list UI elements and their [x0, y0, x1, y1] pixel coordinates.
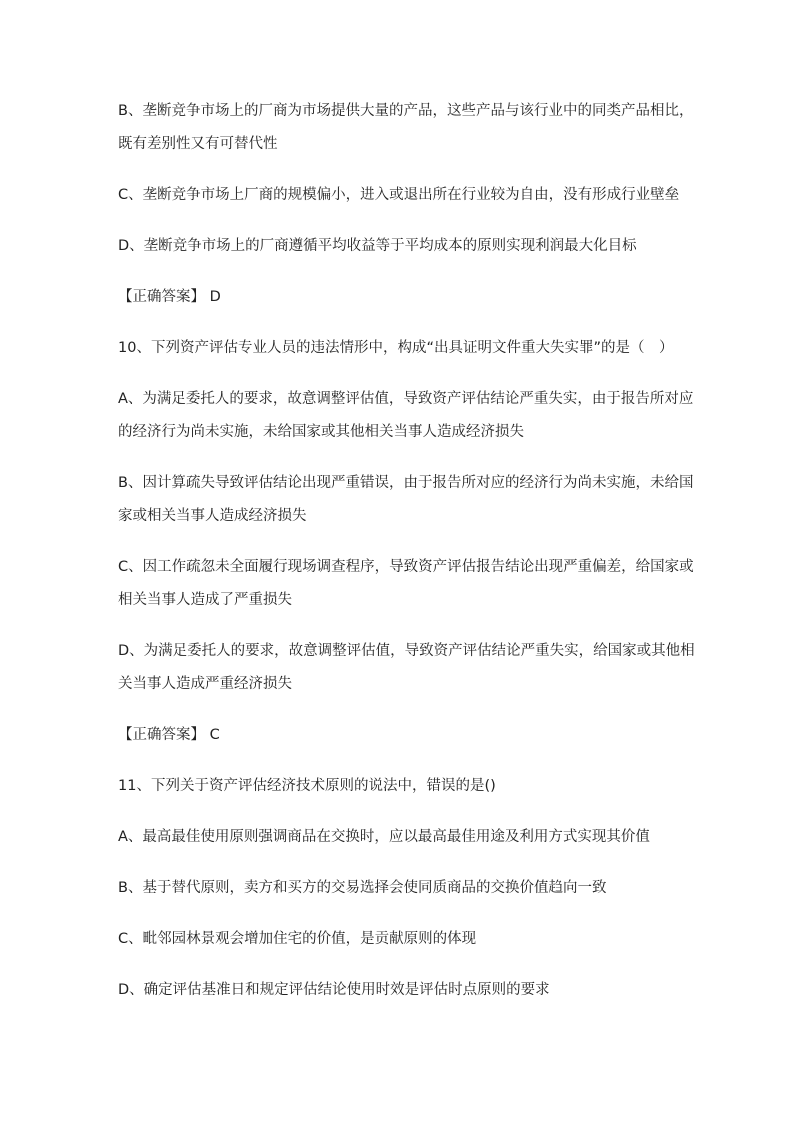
q9-answer: 【正确答案】 D — [118, 289, 221, 305]
q10-option-d-line1: D、为满足委托人的要求，故意调整评估值，导致资产评估结论严重失实，给国家或其他相 — [118, 643, 695, 659]
q10-option-b-line2: 家或相关当事人造成经济损失 — [118, 508, 307, 524]
q9-option-b-line2: 既有差别性又有可替代性 — [118, 136, 278, 152]
q11-option-d: D、确定评估基准日和规定评估结论使用时效是评估时点原则的要求 — [118, 982, 550, 998]
q9-option-c: C、垄断竞争市场上厂商的规模偏小，进入或退出所在行业较为自由，没有形成行业壁垒 — [118, 187, 680, 203]
q10-option-d-line2: 关当事人造成严重经济损失 — [118, 676, 292, 692]
q11-option-a: A、最高最佳使用原则强调商品在交换时，应以最高最佳用途及利用方式实现其价值 — [118, 829, 650, 845]
q10-option-c-line2: 相关当事人造成了严重损失 — [118, 592, 292, 608]
q9-option-b-line1: B、垄断竞争市场上的厂商为市场提供大量的产品，这些产品与该行业中的同类产品相比， — [118, 103, 694, 119]
q10-option-a-line2: 的经济行为尚未实施，未给国家或其他相关当事人造成经济损失 — [118, 424, 524, 440]
q10-option-b-line1: B、因计算疏失导致评估结论出现严重错误，由于报告所对应的经济行为尚未实施，未给国 — [118, 475, 694, 491]
q10-option-a-line1: A、为满足委托人的要求，故意调整评估值，导致资产评估结论严重失实，由于报告所对应 — [118, 391, 694, 407]
q10-answer: 【正确答案】 C — [118, 727, 220, 743]
q11-option-b: B、基于替代原则，卖方和买方的交易选择会使同质商品的交换价值趋向一致 — [118, 880, 607, 896]
q9-option-d: D、垄断竞争市场上的厂商遵循平均收益等于平均成本的原则实现利润最大化目标 — [118, 238, 637, 254]
q11-option-c: C、毗邻园林景观会增加住宅的价值，是贡献原则的体现 — [118, 931, 477, 947]
q11-question: 11、下列关于资产评估经济技术原则的说法中，错误的是() — [118, 778, 496, 794]
q10-option-c-line1: C、因工作疏忽未全面履行现场调查程序，导致资产评估报告结论出现严重偏差，给国家或 — [118, 559, 694, 575]
q10-question: 10、下列资产评估专业人员的违法情形中，构成“出具证明文件重大失实罪”的是（ ） — [118, 340, 674, 356]
